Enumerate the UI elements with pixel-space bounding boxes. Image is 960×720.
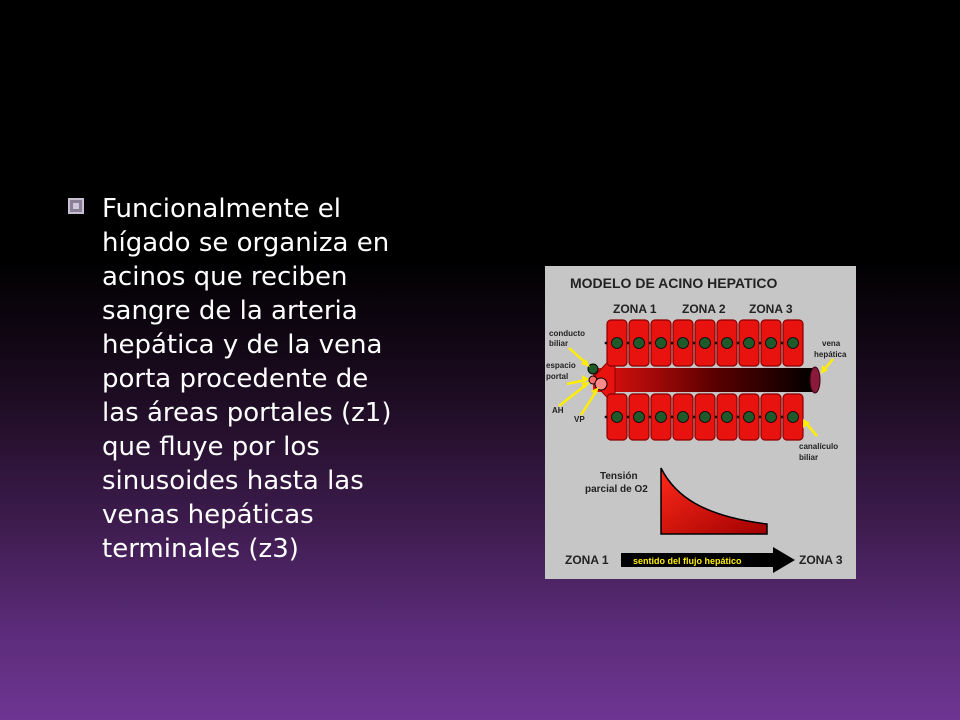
label-tension: Tensión: [600, 471, 638, 482]
bullet-item: [68, 192, 448, 566]
sinusoid-band: [593, 368, 815, 392]
nucleus-icon: [678, 412, 689, 423]
label-parcial-o2: parcial de O2: [585, 484, 648, 495]
canaliculus-dot: [649, 416, 652, 419]
canaliculus-dot: [627, 416, 630, 419]
canaliculus-dot: [693, 342, 696, 345]
label-canaliculo: canalículo: [799, 442, 839, 451]
nucleus-icon: [788, 338, 799, 349]
label-hepatica: hepática: [814, 350, 847, 359]
canaliculus-dot: [781, 416, 784, 419]
canaliculus-dot: [605, 342, 608, 345]
label-ah: AH: [552, 406, 564, 415]
nucleus-icon: [700, 412, 711, 423]
canaliculus-dot: [759, 416, 762, 419]
canaliculus-dot: [605, 416, 608, 419]
label-biliar: biliar: [549, 339, 569, 348]
canaliculus-dot: [649, 342, 652, 345]
canaliculus-dot: [759, 342, 762, 345]
hepatic-vein-icon: [810, 367, 820, 393]
nucleus-icon: [634, 412, 645, 423]
canaliculus-dot: [627, 342, 630, 345]
square-bullet-icon: [68, 198, 84, 214]
nucleus-icon: [744, 338, 755, 349]
canaliculus-dot: [781, 342, 784, 345]
label-espacio: espacio: [546, 361, 576, 370]
label-portal: portal: [546, 372, 569, 381]
label-conducto: conducto: [549, 329, 585, 338]
zone-2-label: ZONA 2: [682, 302, 726, 316]
nucleus-icon: [722, 338, 733, 349]
nucleus-icon: [744, 412, 755, 423]
canaliculus-dot: [715, 416, 718, 419]
nucleus-icon: [612, 412, 623, 423]
flow-zone-left: ZONA 1: [565, 553, 609, 567]
nucleus-icon: [766, 412, 777, 423]
hepatocyte-row-top: [605, 320, 803, 366]
nucleus-icon: [788, 412, 799, 423]
canaliculus-dot: [737, 416, 740, 419]
canaliculus-dot: [671, 342, 674, 345]
nucleus-icon: [678, 338, 689, 349]
flow-zone-right: ZONA 3: [799, 553, 843, 567]
canaliculus-dot: [671, 416, 674, 419]
hepatocyte-row-bottom: [605, 394, 803, 440]
bullet-text: Funcionalmente el hígado se organiza en acinos que reciben sangre de la arteria hepática y de la vena porta procedente de las áreas portales (z1) que fluye por los sinusoides hasta las venas hepáticas terminales (z3): [102, 194, 392, 564]
canaliculus-dot: [737, 342, 740, 345]
nucleus-icon: [700, 338, 711, 349]
label-canaliculo-biliar: biliar: [799, 453, 819, 462]
acinus-diagram: [545, 266, 856, 579]
nucleus-icon: [612, 338, 623, 349]
label-vena: vena: [822, 339, 841, 348]
nucleus-icon: [766, 338, 777, 349]
canaliculus-dot: [715, 342, 718, 345]
nucleus-icon: [656, 412, 667, 423]
canaliculus-dot: [693, 416, 696, 419]
diagram-title: MODELO DE ACINO HEPATICO: [570, 275, 778, 291]
nucleus-icon: [634, 338, 645, 349]
bile-duct-icon: [588, 364, 598, 374]
label-vp: VP: [574, 415, 585, 424]
nucleus-icon: [656, 338, 667, 349]
zone-1-label: ZONA 1: [613, 302, 657, 316]
zone-3-label: ZONA 3: [749, 302, 793, 316]
nucleus-icon: [722, 412, 733, 423]
flow-direction-label: sentido del flujo hepático: [633, 556, 742, 566]
